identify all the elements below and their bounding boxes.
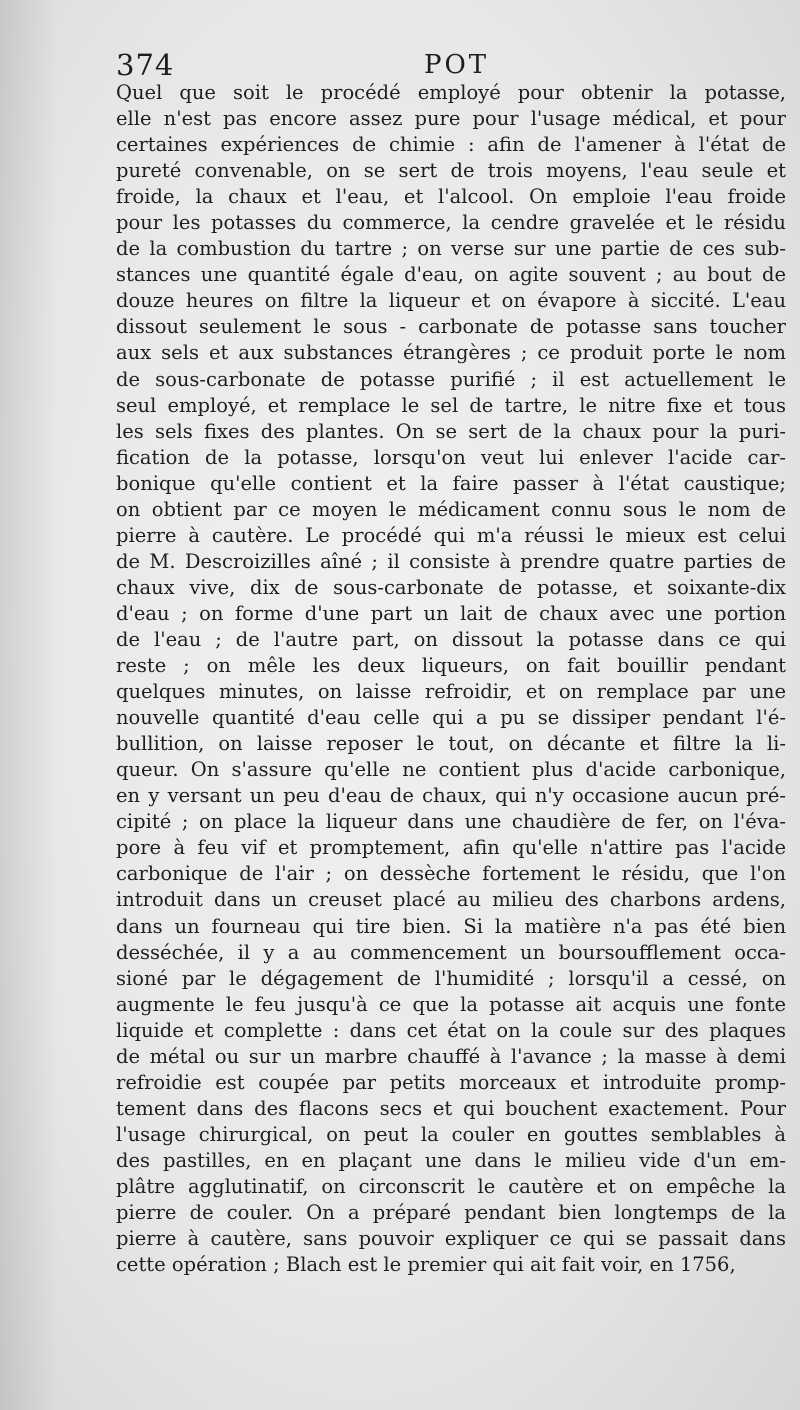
text-line: douze heures on filtre la liqueur et on évapore à siccité. L'eau [116, 289, 786, 313]
text-line: introduit dans un creuset placé au milieu des charbons ardens, [116, 888, 786, 912]
text-line: pierre à cautère. Le procédé qui m'a réussi le mieux est celui [116, 523, 786, 547]
text-line: nouvelle quantité d'eau celle qui a pu se dissiper pendant l'é- [116, 706, 786, 730]
text-line: seul employé, et remplace le sel de tartre, le nitre fixe et tous [116, 393, 786, 417]
text-line: fication de la potasse, lorsqu'on veut lui enlever l'acide car- [116, 445, 786, 469]
text-line: cette opération ; Blach est le premier qui ait fait voir, en 1756, [116, 1253, 736, 1277]
text-line: tement dans des flacons secs et qui bouchent exactement. Pour [116, 1096, 786, 1120]
text-line: desséchée, il y a au commencement un boursoufflement occa- [116, 940, 786, 964]
text-line: certaines expériences de chimie : afin de l'amener à l'état de [116, 133, 786, 157]
text-line: cipité ; on place la liqueur dans une chaudière de fer, on l'éva- [116, 810, 786, 834]
gutter-shadow [0, 0, 60, 1410]
text-line: en y versant un peu d'eau de chaux, qui n'y occasione aucun pré- [116, 784, 786, 808]
running-head: POT [424, 50, 490, 80]
text-line: les sels fixes des plantes. On se sert de la chaux pour la puri- [116, 419, 786, 443]
text-line: queur. On s'assure qu'elle ne contient plus d'acide carbonique, [116, 758, 786, 782]
text-line: liquide et complette : dans cet état on la coule sur des plaques [116, 1018, 786, 1042]
text-line: de l'eau ; de l'autre part, on dissout la potasse dans ce qui [116, 627, 786, 651]
text-line: pureté convenable, on se sert de trois moyens, l'eau seule et [116, 159, 786, 183]
text-line: dissout seulement le sous - carbonate de potasse sans toucher [116, 315, 786, 339]
text-line: plâtre agglutinatif, on circonscrit le cautère et on empêche la [116, 1174, 786, 1198]
text-line: froide, la chaux et l'eau, et l'alcool. On emploie l'eau froide [116, 185, 786, 209]
text-line: de M. Descroizilles aîné ; il consiste à prendre quatre parties de [116, 549, 786, 573]
text-line: Quel que soit le procédé employé pour obtenir la potasse, [116, 81, 786, 104]
text-line: des pastilles, en en plaçant une dans le milieu vide d'un em- [116, 1148, 786, 1172]
text-line: reste ; on mêle les deux liqueurs, on fait bouillir pendant [116, 654, 786, 678]
text-line: augmente le feu jusqu'à ce que la potasse ait acquis une fonte [116, 992, 786, 1016]
text-line: pour les potasses du commerce, la cendre gravelée et le résidu [116, 211, 786, 235]
text-line: aux sels et aux substances étrangères ; ce produit porte le nom [116, 341, 786, 365]
text-line: dans un fourneau qui tire bien. Si la matière n'a pas été bien [116, 914, 786, 938]
text-line: stances une quantité égale d'eau, on agite souvent ; au bout de [116, 263, 786, 287]
text-line: de sous-carbonate de potasse purifié ; il est actuellement le [116, 367, 786, 391]
text-line: elle n'est pas encore assez pure pour l'usage médical, et pour [116, 107, 786, 131]
text-line: quelques minutes, on laisse refroidir, et on remplace par une [116, 680, 786, 704]
text-line: pierre à cautère, sans pouvoir expliquer ce qui se passait dans [116, 1227, 786, 1251]
text-line: l'usage chirurgical, on peut la couler en gouttes semblables à [116, 1122, 786, 1146]
text-line: d'eau ; on forme d'une part un lait de chaux avec une portion [116, 601, 786, 625]
text-line: carbonique de l'air ; on dessèche fortement le résidu, que l'on [116, 862, 786, 886]
text-line: de la combustion du tartre ; on verse sur une partie de ces sub- [116, 237, 786, 261]
text-line: sioné par le dégagement de l'humidité ; lorsqu'il a cessé, on [116, 966, 786, 990]
text-line: bonique qu'elle contient et la faire passer à l'état caustique; [116, 471, 786, 495]
text-line: chaux vive, dix de sous-carbonate de potasse, et soixante-dix [116, 575, 786, 599]
text-line: pierre de couler. On a préparé pendant bien longtemps de la [116, 1201, 786, 1225]
text-line: bullition, on laisse reposer le tout, on décante et filtre la li- [116, 732, 786, 756]
body-text [116, 80, 786, 1278]
page-number: 374 [116, 48, 175, 82]
text-line: on obtient par ce moyen le médicament connu sous le nom de [116, 497, 786, 521]
text-line: refroidie est coupée par petits morceaux et introduite promp- [116, 1070, 786, 1094]
text-line: pore à feu vif et promptement, afin qu'elle n'attire pas l'acide [116, 836, 786, 860]
text-line: de métal ou sur un marbre chauffé à l'avance ; la masse à demi [116, 1044, 786, 1068]
